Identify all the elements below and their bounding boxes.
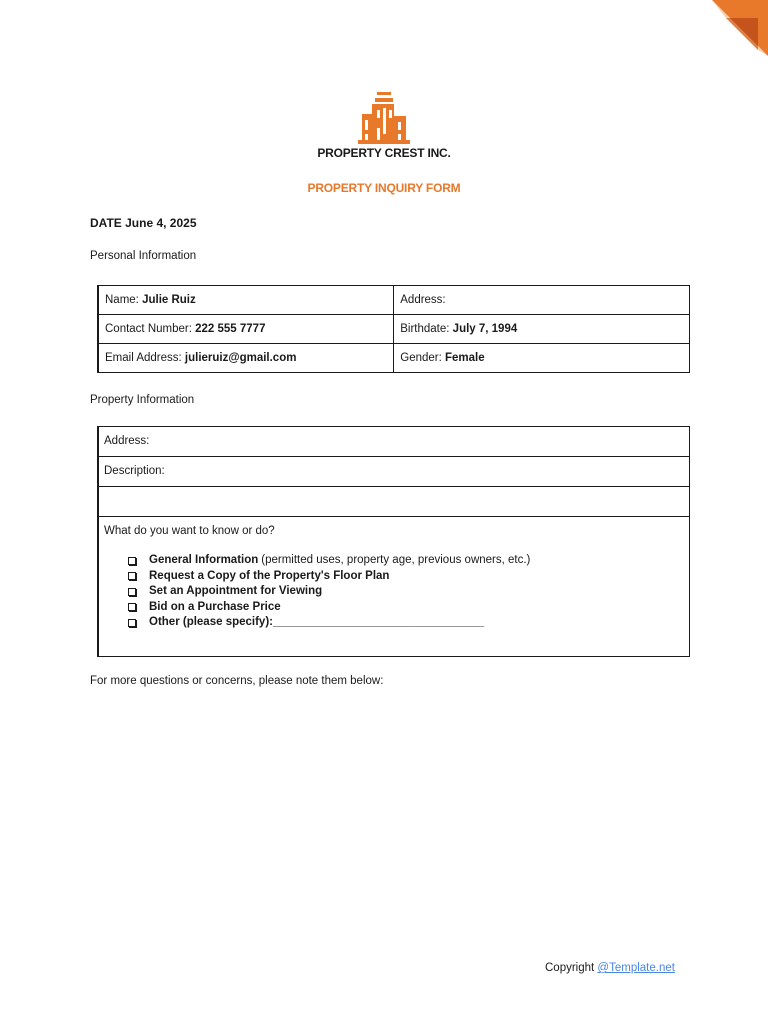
option-label: Set an Appointment for Viewing	[149, 585, 323, 597]
list-item[interactable]	[128, 553, 689, 569]
property-description-field[interactable]: Description:	[99, 457, 689, 487]
list-item[interactable]	[128, 584, 689, 600]
property-info-box	[97, 426, 690, 657]
list-item[interactable]	[128, 615, 689, 631]
notes-instruction: For more questions or concerns, please note them below:	[90, 675, 384, 687]
address-label: Address:	[400, 294, 446, 306]
inquiry-question: What do you want to know or do?	[104, 525, 275, 537]
email-cell[interactable]	[98, 344, 394, 373]
property-address-field[interactable]: Address:	[99, 427, 689, 457]
contact-number-label: Contact Number:	[105, 323, 196, 335]
property-info-heading: Property Information	[90, 394, 195, 406]
email-value: julieruiz@gmail.com	[184, 352, 297, 364]
birthdate-value: July 7, 1994	[452, 323, 518, 335]
date-value: June 4, 2025	[125, 216, 197, 230]
name-label: Name:	[105, 294, 143, 306]
date-label: DATE	[90, 216, 122, 230]
building-logo-icon	[358, 92, 410, 144]
option-label: Bid on a Purchase Price	[149, 600, 281, 613]
template-link[interactable]: @Template.net	[597, 962, 675, 974]
option-label: Other (please specify):_________________________________	[149, 616, 485, 628]
gender-cell[interactable]	[394, 344, 690, 373]
option-detail: (permitted uses, property age, previous owners, etc.)	[261, 554, 531, 566]
inquiry-question-section	[99, 517, 689, 631]
list-item[interactable]	[128, 600, 689, 616]
table-row	[98, 315, 690, 344]
option-label: Request a Copy of the Property's Floor Plan	[149, 569, 390, 582]
company-name: PROPERTY CREST INC.	[317, 146, 451, 160]
contact-number-cell[interactable]	[98, 315, 394, 344]
birthdate-cell[interactable]	[394, 315, 690, 344]
page-corner-decoration	[708, 0, 768, 60]
checkbox-icon[interactable]	[128, 588, 136, 596]
list-item[interactable]	[128, 569, 689, 585]
email-label: Email Address:	[105, 352, 185, 364]
checkbox-icon[interactable]	[128, 603, 136, 611]
checkbox-icon[interactable]	[128, 619, 136, 627]
copyright-footer	[545, 962, 675, 974]
personal-info-heading: Personal Information	[90, 250, 197, 262]
name-value: Julie Ruiz	[142, 294, 196, 306]
copyright-label: Copyright	[545, 962, 595, 974]
gender-label: Gender:	[400, 352, 445, 364]
option-label: General Information	[149, 554, 259, 566]
personal-info-table	[97, 285, 690, 373]
property-description-extra-line[interactable]	[99, 487, 689, 517]
date-line	[90, 216, 197, 230]
table-row	[98, 344, 690, 373]
contact-number-value: 222 555 7777	[195, 323, 266, 335]
birthdate-label: Birthdate:	[400, 323, 453, 335]
address-cell[interactable]	[394, 286, 690, 315]
form-title: PROPERTY INQUIRY FORM	[307, 181, 461, 195]
table-row	[98, 286, 690, 315]
checkbox-icon[interactable]	[128, 572, 136, 580]
name-cell[interactable]	[98, 286, 394, 315]
gender-value: Female	[445, 352, 485, 364]
checkbox-icon[interactable]	[128, 557, 136, 565]
inquiry-options	[128, 553, 689, 631]
